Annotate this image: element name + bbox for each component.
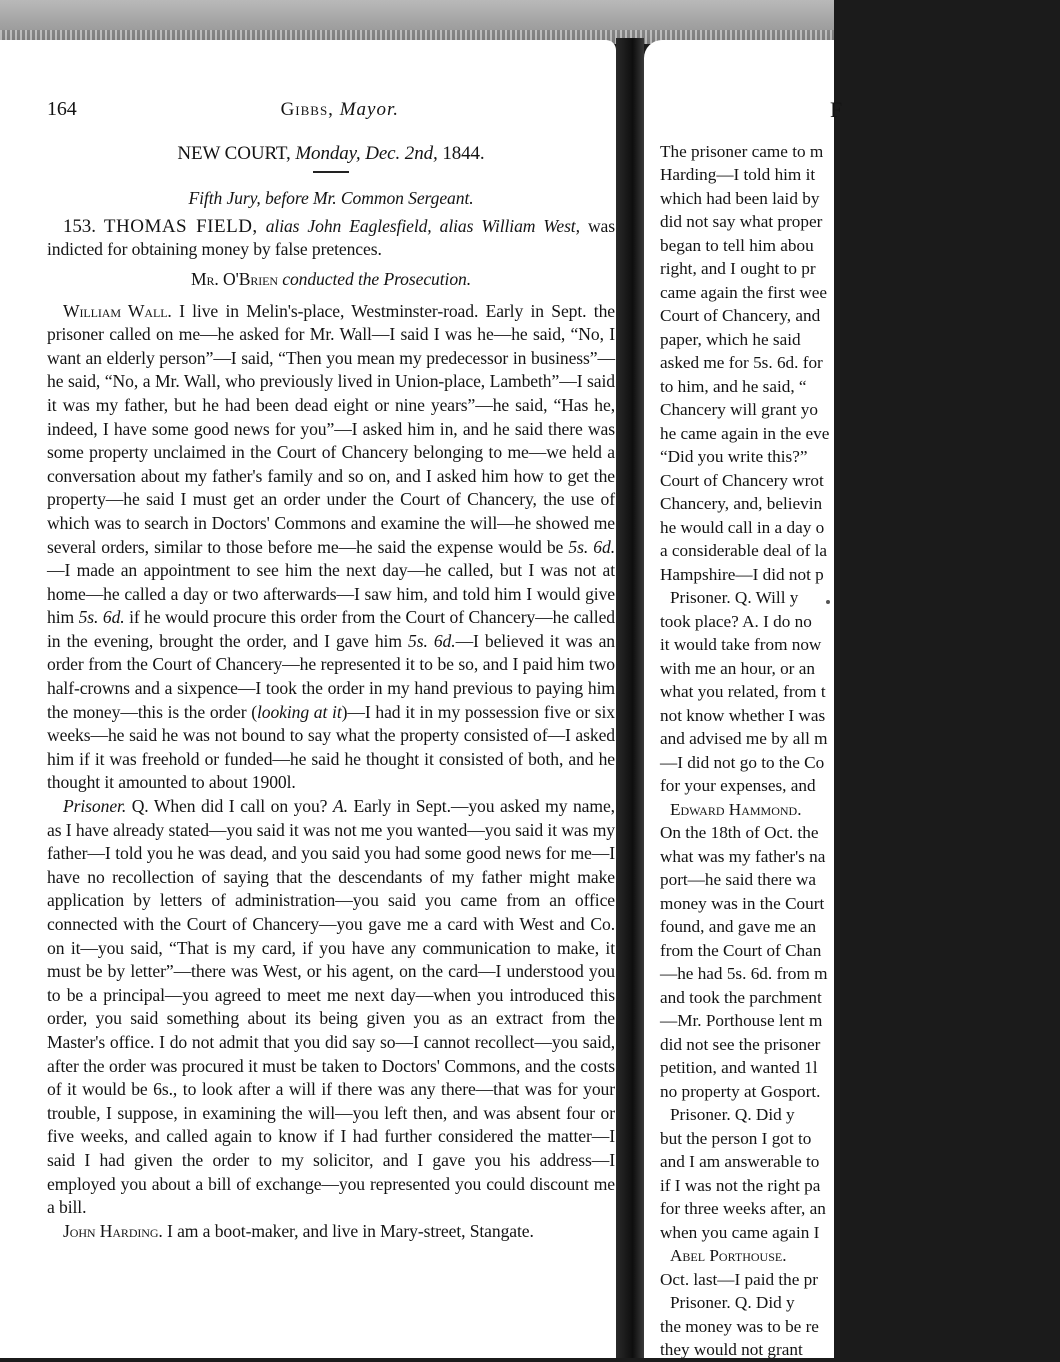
jury-line: Fifth Jury, before Mr. Common Sergeant. bbox=[188, 188, 474, 209]
text-line: and took the parchment bbox=[660, 987, 822, 1007]
answer-label: A. bbox=[332, 796, 348, 817]
text-line: not know whether I was bbox=[660, 705, 826, 725]
left-page bbox=[0, 40, 616, 1358]
page-number: 164 bbox=[47, 98, 77, 120]
text-line: took place? A. I do no bbox=[660, 611, 812, 631]
left-page-text bbox=[47, 98, 615, 1243]
running-head-name: Gibbs, bbox=[280, 99, 334, 120]
text-line: did not say what proper bbox=[660, 212, 823, 231]
question-label: Q. bbox=[131, 796, 149, 817]
text-line: Harding—I told him it bbox=[660, 165, 816, 184]
defendant-aliases: alias John Eaglesfield, alias William West, bbox=[265, 215, 580, 236]
right-running-head: F bbox=[830, 97, 843, 122]
answer-text: Early in Sept.—you asked my name, as I have already stated—you said it was not me you wanted—you said it was my father—I told you he was dead, and you said you had some good news for me—I have no recollection of saying that the descendants of my father might make application by letters of administration—you said you came from an office connected with the Court of Chancery—you gave me a card with West and Co. on it—you said, “That is my card, if you have any communication to make, it must be by letter”—there was West, or his agent, on the card—I understood you to be a principal—you agreed to meet me next day—when you introduced this order, you said something about its being given you as an extract from the Master's office. I do not admit that you did say so—I cannot recollect—you said, after the order was procured it must be taken to Doctors' Commons, and the costs of it would be 6s., to look after a will if there was any there—that was for your trouble, I suppose, in examining the will—you left then, and was absent four or five weeks, and called again to know if I had further considered the matter—I said I had given the order to my solicitor, and I gave you his address—I employed you about a bill of exchange—you represented you could discount me a bill. bbox=[47, 796, 615, 1218]
text-line: with me an hour, or an bbox=[660, 658, 815, 678]
text-line: On the 18th of Oct. the bbox=[660, 823, 819, 842]
text-line: Court of Chancery wrot bbox=[660, 470, 824, 490]
text-line: Prisoner. Q. Did y bbox=[670, 1105, 795, 1124]
text-line: from the Court of Chan bbox=[660, 940, 822, 960]
text-line: Chancery will grant yo bbox=[660, 400, 818, 419]
indictment-text: was indicted for obtaining money by false pretences. bbox=[47, 215, 615, 260]
amount: 5s. 6d. bbox=[78, 607, 125, 628]
text-line: which had been laid by bbox=[660, 188, 820, 208]
text-line: Court of Chancery, and bbox=[660, 306, 821, 325]
testimony-text: I live in Melin's-place, Westminster-road. Early in Sept. the prisoner called on me—he asked for Mr. Wall—I said I was he—he said, “No, I want an elderly person”—I said, “Then you mean my predecessor in business”—he said, “No, a Mr. Wall, who previously lived in Union-place, Lambeth”—I said it was my father, but he had been dead eight or nine years”—he said, “Has he, indeed, I have some good news for you”—I asked him in, and he said there was some property unclaimed in the Court of Chancery belonging to me—we held a conversation about my father's family and so on, and I asked him how to get the property—he said I must get an order under the Court of Chancery, the use of which was to search in Doctors' Commons and examine the will—he showed me several orders, similar to those before me—he said the expense would be bbox=[47, 300, 615, 557]
text-line: Abel Porthouse. bbox=[670, 1246, 787, 1265]
text-line: for three weeks after, an bbox=[660, 1199, 826, 1218]
running-head-title bbox=[281, 98, 399, 122]
right-page bbox=[644, 40, 843, 1359]
text-line: to him, and he said, “ bbox=[660, 376, 807, 396]
court-date: Monday, Dec. 2nd, bbox=[295, 142, 438, 164]
text-line: paper, which he said bbox=[660, 329, 801, 349]
text-line: what you related, from t bbox=[660, 682, 826, 701]
court-heading bbox=[47, 142, 615, 166]
text-line: he would call in a day o bbox=[660, 517, 825, 537]
ink-speck bbox=[826, 600, 830, 604]
text-line: The prisoner came to m bbox=[660, 141, 824, 161]
case-number: 153. bbox=[63, 215, 96, 237]
text-line: asked me for 5s. 6d. for bbox=[660, 353, 823, 372]
testimony-text: )—I had it in my possession five or six weeks—he said he was not bound to say what the property consisted of—I asked him if it was freehold or funded—he said he thought it consisted of both, and he thought it amounted to about bbox=[47, 701, 615, 793]
cross-examination bbox=[47, 795, 615, 1220]
text-line: came again the first wee bbox=[660, 282, 828, 302]
text-line: found, and gave me an bbox=[660, 917, 817, 936]
stage-direction: looking at it bbox=[256, 701, 342, 722]
testimony-text: if he would procure this order from the Court of Chancery—he called in the evening, brought the order, and I gave him bbox=[47, 607, 615, 651]
text-line: he came again in the eve bbox=[660, 423, 830, 443]
question-text: When did I call on you? bbox=[153, 796, 328, 817]
book-gutter bbox=[616, 38, 644, 1358]
counsel-line bbox=[47, 268, 615, 292]
text-line: money was in the Court bbox=[660, 893, 825, 913]
defendant-name: THOMAS FIELD, bbox=[103, 215, 258, 237]
text-line: Edward Hammond. bbox=[670, 799, 802, 819]
running-head-office: Mayor. bbox=[339, 99, 399, 120]
testimony-text: —I made an appointment to see him the next day—he called, but I was not at home—he called a day or two afterwards—I saw him, and told him I would give him bbox=[47, 560, 615, 628]
prisoner-label: Prisoner. bbox=[63, 796, 127, 817]
text-line: and I am answerable to bbox=[660, 1152, 820, 1171]
text-line: they would not grant bbox=[660, 1340, 803, 1359]
text-line: began to tell him abou bbox=[660, 235, 814, 255]
text-line: right, and I ought to pr bbox=[660, 259, 816, 278]
text-line: the money was to be re bbox=[660, 1316, 819, 1336]
text-line: Prisoner. Q. Did y bbox=[670, 1293, 795, 1312]
right-page-text bbox=[660, 98, 1060, 1362]
text-line: but the person I got to bbox=[660, 1128, 812, 1148]
testimony-john-harding bbox=[47, 1220, 615, 1244]
scan-top-edge bbox=[0, 0, 834, 44]
text-line: “Did you write this?” bbox=[660, 447, 808, 466]
witness-name: William Wall. bbox=[63, 300, 172, 321]
court-year: 1844. bbox=[442, 142, 485, 164]
witness-name: John Harding. bbox=[63, 1220, 163, 1241]
text-line: when you came again I bbox=[660, 1222, 820, 1242]
text-line: for your expenses, and bbox=[660, 776, 816, 795]
text-line: Oct. last—I paid the pr bbox=[660, 1269, 818, 1289]
counsel-name: Mr. O'Brien bbox=[190, 268, 278, 289]
text-line: did not see the prisoner bbox=[660, 1034, 821, 1054]
text-line: a considerable deal of la bbox=[660, 541, 828, 560]
amount: 1900l. bbox=[251, 772, 296, 793]
text-line: if I was not the right pa bbox=[660, 1175, 821, 1195]
text-line: —he had 5s. 6d. from m bbox=[660, 964, 828, 983]
text-line: petition, and wanted 1l bbox=[660, 1058, 818, 1077]
text-line: Prisoner. Q. Will y bbox=[670, 588, 799, 607]
testimony-text: I am a boot-maker, and live in Mary-street, Stangate. bbox=[167, 1220, 534, 1241]
testimony-william-wall bbox=[47, 300, 615, 795]
text-line: —Mr. Porthouse lent m bbox=[660, 1011, 823, 1030]
text-line: Hampshire—I did not p bbox=[660, 564, 824, 584]
counsel-text: conducted the Prosecution. bbox=[282, 268, 472, 289]
text-line: it would take from now bbox=[660, 635, 822, 654]
text-line: —I did not go to the Co bbox=[660, 752, 825, 772]
amount: 5s. 6d. bbox=[568, 536, 615, 557]
heading-rule bbox=[313, 171, 349, 173]
text-line: what was my father's na bbox=[660, 846, 826, 866]
text-line: Chancery, and, believin bbox=[660, 494, 823, 513]
text-line: no property at Gosport. bbox=[660, 1081, 821, 1101]
running-head bbox=[47, 98, 615, 122]
testimony-text: —I believed it was an order from the Court of Chancery—he represented it to be so, and I paid him two half-crowns and a sixpence—I took the order in my hand previous to paying him the money—this is the order ( bbox=[47, 630, 615, 722]
text-line: port—he said there wa bbox=[660, 870, 817, 889]
court-name: NEW COURT, bbox=[177, 142, 291, 164]
case-heading bbox=[47, 215, 615, 262]
text-line: and advised me by all m bbox=[660, 729, 828, 748]
amount: 5s. 6d. bbox=[408, 630, 456, 651]
